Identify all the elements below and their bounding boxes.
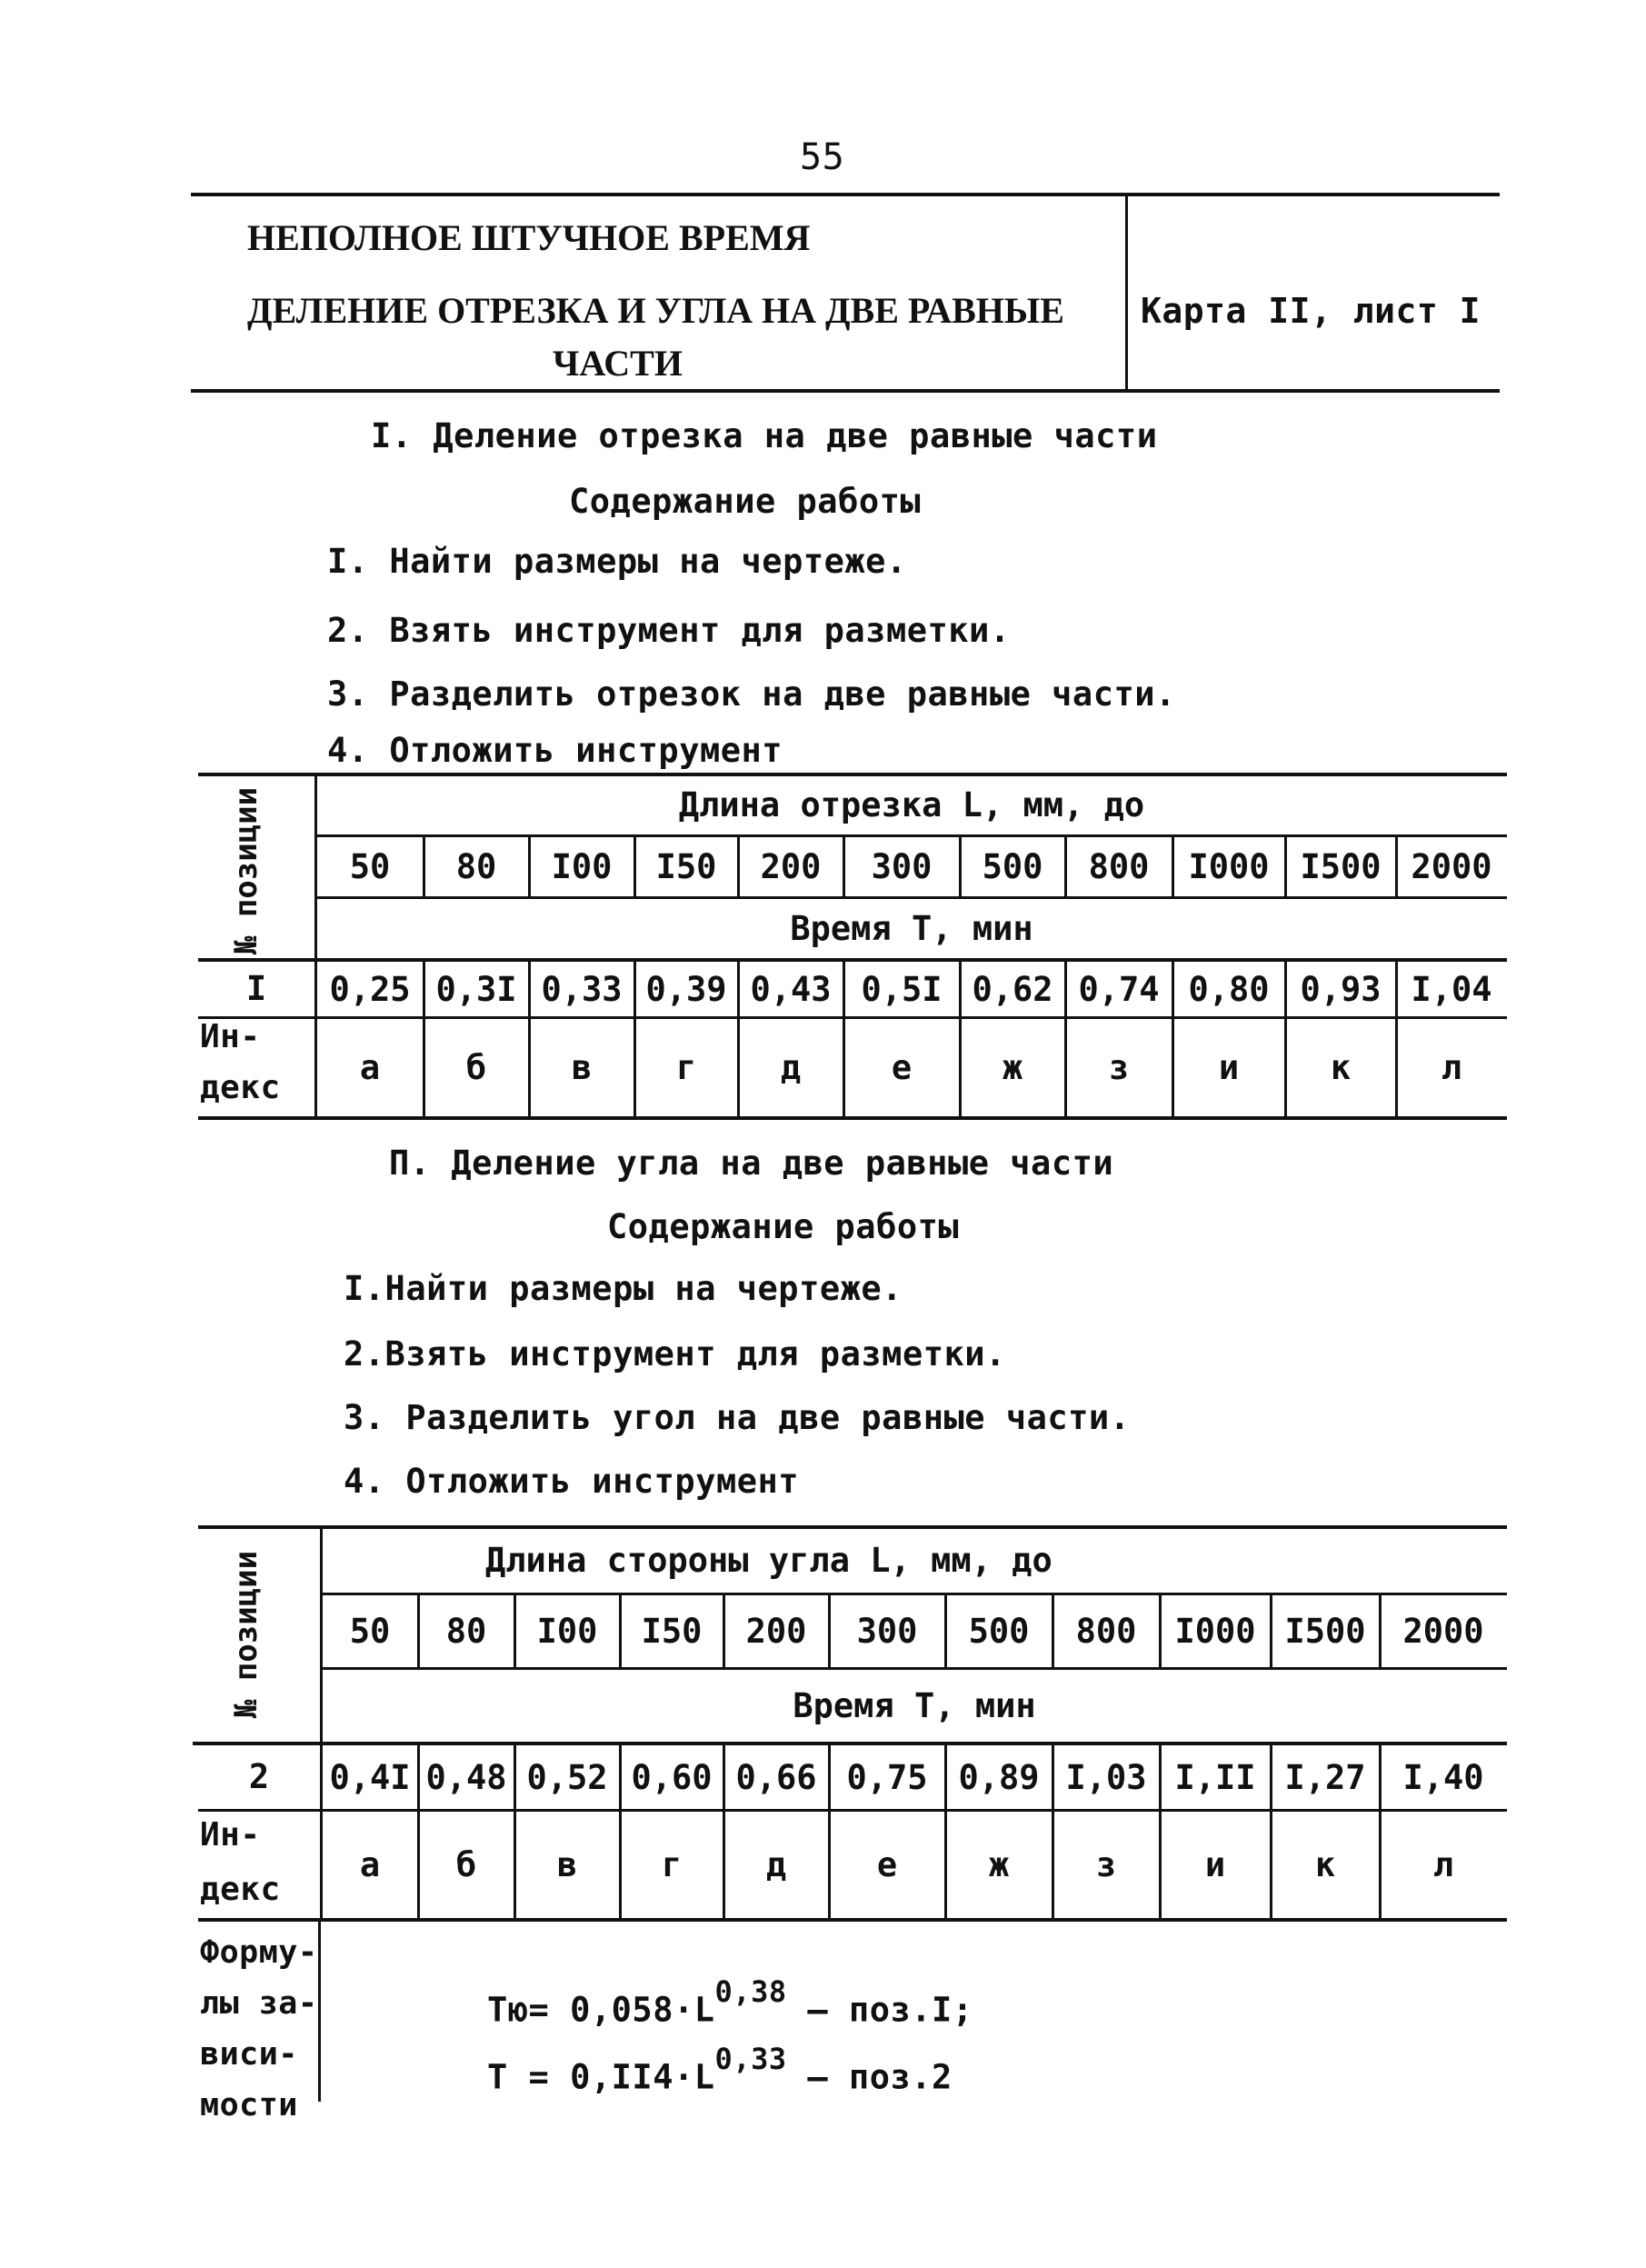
t1-index-label-2: декс <box>200 1069 281 1106</box>
t1-cells-time-cell: 0,74 <box>1078 969 1160 1009</box>
t2-cells-time-cell: 0,89 <box>958 1757 1040 1797</box>
t1-time-header: Время Т, мин <box>790 908 1033 948</box>
header-bottom-rule <box>191 389 1500 393</box>
t1-cells-length-cell: 300 <box>871 847 933 886</box>
t1-pos-header: № позиции <box>228 786 264 955</box>
t1-cells-length-cell: 500 <box>982 847 1043 886</box>
formula-2-exponent: 0,33 <box>714 2042 787 2076</box>
formula-label-line-4: мости <box>200 2087 298 2123</box>
t1-cells-time-cell: 0,62 <box>972 969 1053 1009</box>
t2-cells-length-cell: I500 <box>1284 1612 1366 1651</box>
t1-cells-time-cell: 0,33 <box>541 969 623 1009</box>
t1-cells-length-cell: 50 <box>349 847 391 886</box>
t1-cells-index-cell: е <box>891 1048 913 1087</box>
formula-2-base: Т = 0,II4·L <box>487 2057 715 2097</box>
t2-cells-length-cell: I00 <box>536 1612 598 1651</box>
t2-cells-index-cell: е <box>876 1845 898 1884</box>
section2-step-1: I.Найти размеры на чертеже. <box>344 1269 903 1308</box>
t1-cells-time-cell: 0,3I <box>435 969 517 1009</box>
section1-heading: I. Деление отрезка на две равные части <box>371 416 1158 455</box>
t1-cells-length-cell: 2000 <box>1411 847 1492 886</box>
t1-cells-time-cell: 0,5I <box>861 969 943 1009</box>
t2-index-label-2: декс <box>200 1871 281 1908</box>
t2-cells-index-cell: з <box>1095 1845 1117 1884</box>
t1-length-header: Длина отрезка L, мм, до <box>678 784 1145 824</box>
t2-cells-index-cell: к <box>1314 1845 1336 1884</box>
t1-cells-index-cell: а <box>359 1048 381 1087</box>
t2-cells-index-cell: д <box>765 1845 787 1884</box>
formula-label <box>200 1927 317 2131</box>
t1-cells-index-cell: ж <box>1002 1048 1023 1087</box>
section2-heading: П. Деление угла на две равные части <box>389 1144 1114 1183</box>
t1-cells-length-cell: 80 <box>455 847 497 886</box>
section1-subheading: Содержание работы <box>569 482 922 521</box>
t1-cells-time-cell: 0,80 <box>1188 969 1270 1009</box>
t2-cells-length-cell: 80 <box>445 1612 487 1651</box>
formula-2 <box>487 2042 953 2097</box>
formula-2-tail: – поз.2 <box>786 2057 953 2097</box>
t1-cells-length-cell: I000 <box>1188 847 1270 886</box>
t1-cells-index-cell: г <box>675 1048 697 1087</box>
section2-step-2: 2.Взять инструмент для разметки. <box>344 1334 1006 1374</box>
t2-index-label-1: Ин- <box>200 1816 261 1853</box>
formula-1-exponent: 0,38 <box>714 1974 787 2009</box>
t2-cells-time-cell: I,03 <box>1065 1757 1147 1797</box>
t2-pos-header: № позиции <box>228 1550 264 1719</box>
t2-row-pos: 2 <box>248 1756 270 1796</box>
section2-step-4: 4. Отложить инструмент <box>344 1462 800 1501</box>
formula-label-line-2: лы за- <box>200 1985 318 2022</box>
t2-cells-index-cell: л <box>1432 1845 1454 1884</box>
formula-divider <box>318 1920 321 2102</box>
t2-cells-length-cell: 500 <box>968 1612 1030 1651</box>
t2-cells-time-cell: I,40 <box>1402 1757 1484 1797</box>
t1-cells-time-cell: I,04 <box>1411 969 1492 1009</box>
t1-cells-time-cell: 0,39 <box>645 969 727 1009</box>
t1-cells-time-cell: 0,93 <box>1300 969 1382 1009</box>
t1-row-pos: I <box>245 968 267 1008</box>
t1-cells-index-cell: л <box>1441 1048 1462 1087</box>
t1-cells-index-cell: к <box>1330 1048 1352 1087</box>
t2-cells-length-cell: I50 <box>641 1612 703 1651</box>
t2-cells-index-cell: б <box>455 1845 477 1884</box>
t2-cells-length-cell: I000 <box>1174 1612 1256 1651</box>
page-number: 55 <box>800 136 845 178</box>
t2-cells-length-cell: 800 <box>1075 1612 1137 1651</box>
t1-rule-bottom <box>198 1116 1507 1120</box>
header-title-line2: ДЕЛЕНИЕ ОТРЕЗКА И УГЛА НА ДВЕ РАВНЫЕ <box>247 290 1064 331</box>
t1-cells-length-cell: 200 <box>760 847 822 886</box>
t2-rule-bottom <box>198 1918 1507 1922</box>
t2-cells-index-cell: ж <box>988 1845 1010 1884</box>
t2-time-header: Время Т, мин <box>793 1685 1036 1725</box>
t2-cells-index-cell: г <box>661 1845 683 1884</box>
section1-step-4: 4. Отложить инструмент <box>327 731 783 770</box>
header-top-rule <box>191 193 1500 196</box>
t2-cells-length-cell: 300 <box>856 1612 918 1651</box>
t2-cells-time-cell: 0,4I <box>329 1757 411 1797</box>
t1-cells-index-cell: и <box>1218 1048 1240 1087</box>
section2-subheading: Содержание работы <box>607 1207 960 1246</box>
section1-step-2: 2. Взять инструмент для разметки. <box>327 611 1011 650</box>
t2-cells-time-cell: 0,52 <box>526 1757 608 1797</box>
t1-cells-index-cell: в <box>571 1048 593 1087</box>
t2-cells-index-cell: и <box>1204 1845 1226 1884</box>
t1-cells-length-cell: I500 <box>1300 847 1382 886</box>
t2-length-header: Длина стороны угла L, мм, до <box>485 1540 1052 1580</box>
t1-cells-length-cell: 800 <box>1088 847 1150 886</box>
t1-cells-time-cell: 0,25 <box>329 969 411 1009</box>
formula-1-base: Тю= 0,058·L <box>487 1990 715 2030</box>
t2-cells-length-cell: 200 <box>745 1612 807 1651</box>
t1-cells-index-cell: з <box>1108 1048 1130 1087</box>
t2-cells-time-cell: I,27 <box>1284 1757 1366 1797</box>
formula-1-tail: – поз.I; <box>786 1990 973 2030</box>
t1-cells-length-cell: I50 <box>655 847 717 886</box>
t1-cells-time-cell: 0,43 <box>750 969 832 1009</box>
section1-step-3: 3. Разделить отрезок на две равные части. <box>327 674 1176 714</box>
t2-cells-length-cell: 50 <box>349 1612 391 1651</box>
t2-cells-time-cell: 0,66 <box>735 1757 817 1797</box>
formula-label-line-3: виси- <box>200 2036 298 2073</box>
t1-index-label-1: Ин- <box>200 1018 261 1055</box>
t1-cells-length-cell: I00 <box>551 847 613 886</box>
formula-1 <box>487 1974 973 2030</box>
t1-cells-index-cell: д <box>780 1048 802 1087</box>
t2-cells-length-cell: 2000 <box>1402 1612 1484 1651</box>
formula-label-line-1: Форму- <box>200 1934 318 1971</box>
t2-cells-index-cell: в <box>556 1845 578 1884</box>
section1-step-1: I. Найти размеры на чертеже. <box>327 542 907 581</box>
header-divider <box>1125 195 1128 389</box>
header-title-line1: НЕПОЛНОЕ ШТУЧНОЕ ВРЕМЯ <box>247 217 811 258</box>
card-reference: Карта II, лист I <box>1141 291 1481 331</box>
t2-cells-time-cell: 0,48 <box>425 1757 507 1797</box>
t2-cells-time-cell: 0,60 <box>631 1757 713 1797</box>
section2-step-3: 3. Разделить угол на две равные части. <box>344 1398 1131 1437</box>
t2-cells-time-cell: 0,75 <box>846 1757 928 1797</box>
t2-cells-time-cell: I,II <box>1174 1757 1256 1797</box>
t1-cells-index-cell: б <box>465 1048 487 1087</box>
t2-cells-index-cell: а <box>359 1845 381 1884</box>
header-title-line3: ЧАСТИ <box>553 343 683 384</box>
